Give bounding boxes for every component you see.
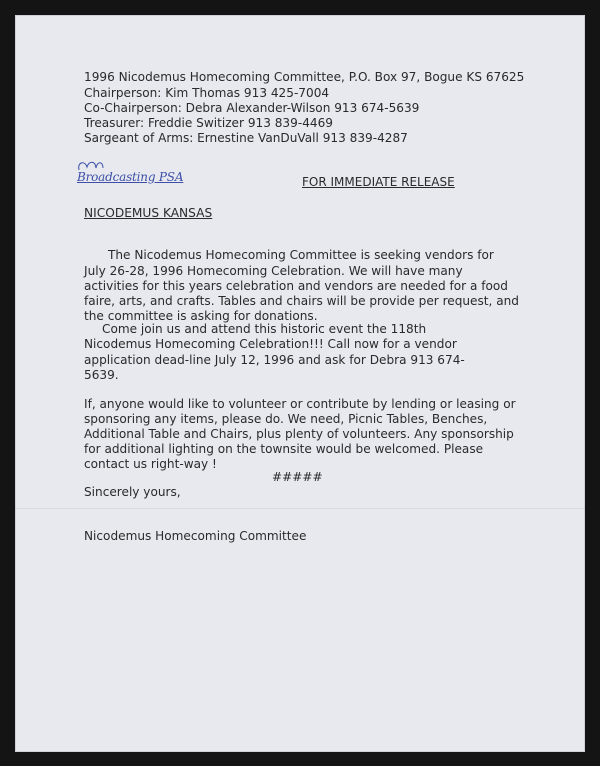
paragraph2-line: Come join us and attend this historic event the 118th xyxy=(102,322,427,336)
release-label: FOR IMMEDIATE RELEASE xyxy=(302,175,455,189)
letterhead-line-committee: 1996 Nicodemus Homecoming Committee, P.O. Box 97, Bogue KS 67625 xyxy=(84,70,525,84)
paragraph3-line: sponsoring any items, please do. We need, Picnic Tables, Benches, xyxy=(84,412,488,426)
paragraph1-line: activities for this years celebration and vendors are needed for a food xyxy=(84,279,508,293)
paragraph1-line: the committee is asking for donations. xyxy=(84,309,318,323)
closing: Sincerely yours, xyxy=(84,485,181,499)
letterhead-line-treasurer: Treasurer: Freddie Switizer 913 839-4469 xyxy=(84,116,333,130)
letterhead-line-sargeant: Sargeant of Arms: Ernestine VanDuVall 913 839-4287 xyxy=(84,131,408,145)
paragraph1-line: July 26-28, 1996 Homecoming Celebration. We will have many xyxy=(84,264,463,278)
paragraph3-line: If, anyone would like to volunteer or contribute by lending or leasing or xyxy=(84,397,516,411)
paragraph3-line: for additional lighting on the townsite would be welcomed. Please xyxy=(84,442,484,456)
paragraph3-line: contact us right-way ! xyxy=(84,457,217,471)
paper-fold-line xyxy=(15,508,585,509)
handwritten-note: Broadcasting PSA xyxy=(77,170,184,184)
dateline: NICODEMUS KANSAS xyxy=(84,206,213,220)
signature: Nicodemus Homecoming Committee xyxy=(84,529,307,543)
paragraph3-line: Additional Table and Chairs, plus plenty of volunteers. Any sponsorship xyxy=(84,427,514,441)
paragraph1-line: The Nicodemus Homecoming Committee is seeking vendors for xyxy=(108,248,494,262)
paragraph2-line: application dead-line July 12, 1996 and ask for Debra 913 674- xyxy=(84,353,465,367)
paragraph1-line: faire, arts, and crafts. Tables and chairs will be provide per request, and xyxy=(84,294,519,308)
paragraph2-line: 5639. xyxy=(84,368,119,382)
letterhead-line-co-chairperson: Co-Chairperson: Debra Alexander-Wilson 913 674-5639 xyxy=(84,101,420,115)
paragraph2-line: Nicodemus Homecoming Celebration!!! Call now for a vendor xyxy=(84,337,457,351)
letterhead-line-chairperson: Chairperson: Kim Thomas 913 425-7004 xyxy=(84,86,330,100)
end-marks: ##### xyxy=(272,470,323,484)
